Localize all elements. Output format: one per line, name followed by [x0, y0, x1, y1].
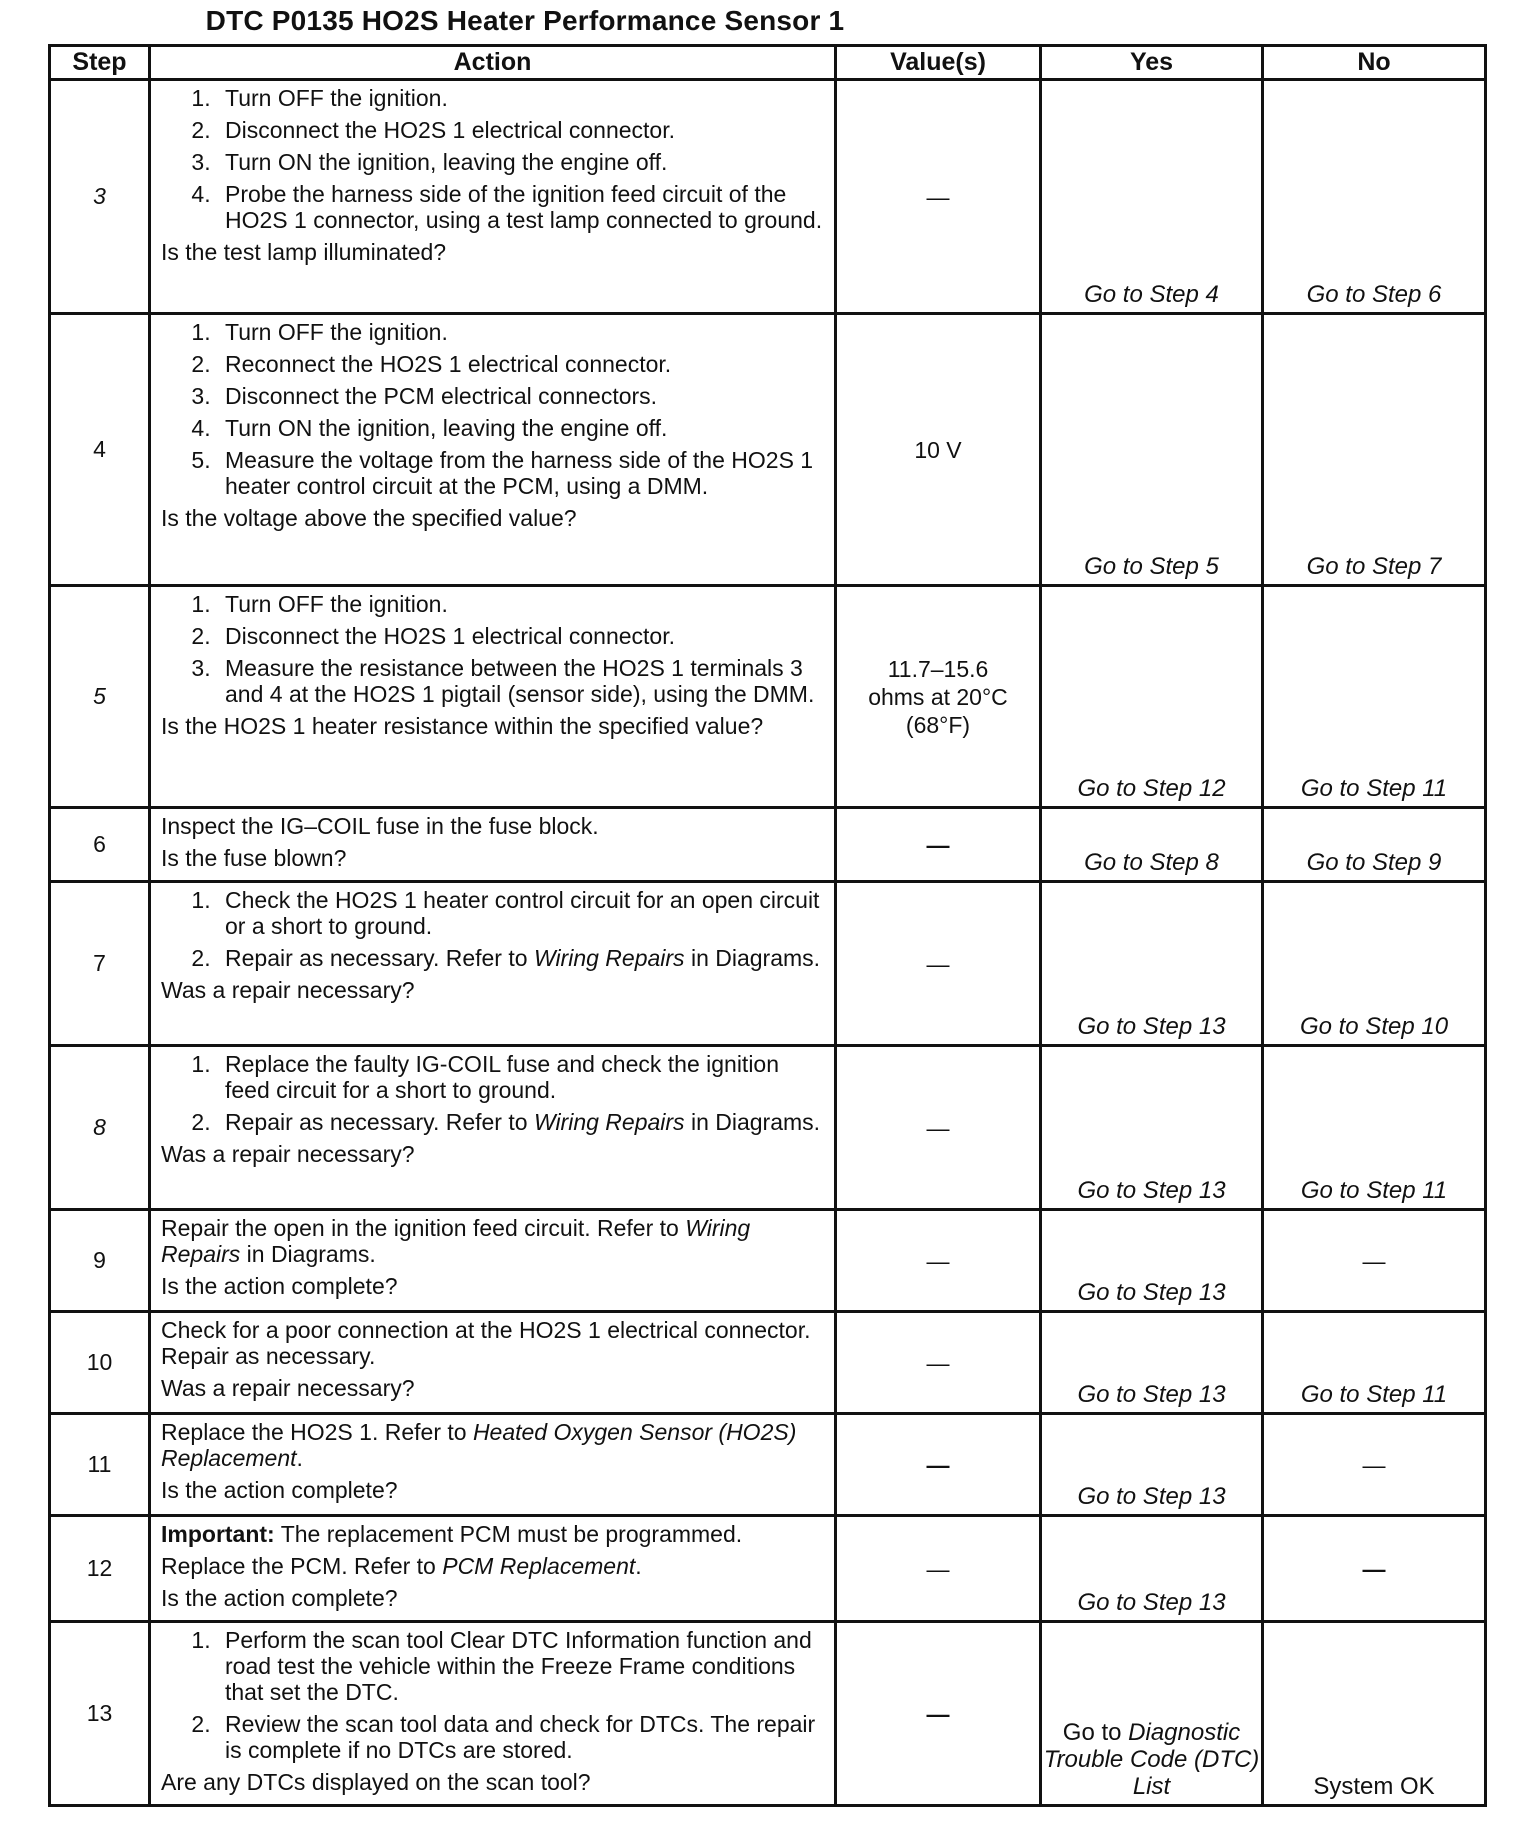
yes-cell: Go to Step 13: [1041, 1516, 1263, 1622]
no-cell: Go to Step 9: [1263, 808, 1486, 882]
no-cell: Go to Step 11: [1263, 1046, 1486, 1210]
action-cell: [150, 586, 836, 808]
action-cell: [150, 1210, 836, 1312]
action-question: Is the test lamp illuminated?: [161, 239, 447, 265]
table-row: [50, 1046, 1486, 1210]
action-question: Was a repair necessary?: [161, 1375, 415, 1401]
action-cell: [150, 314, 836, 586]
no-cell: Go to Step 7: [1263, 314, 1486, 586]
important-text: The replacement PCM must be programmed.: [274, 1521, 743, 1547]
important-note: [161, 1521, 824, 1547]
page-title: DTC P0135 HO2S Heater Performance Sensor 1: [205, 5, 845, 36]
table-row: [50, 882, 1486, 1046]
action-cell: [150, 808, 836, 882]
reference-link: PCM Replacement: [442, 1553, 636, 1579]
step-number: 5: [50, 586, 150, 808]
action-text: Repair as necessary. Refer to: [225, 1109, 534, 1135]
no-cell: Go to Step 6: [1263, 80, 1486, 314]
action-question: Is the action complete?: [161, 1585, 398, 1611]
action-cell: [150, 1516, 836, 1622]
no-cell: —: [1263, 1414, 1486, 1516]
step-number: 12: [50, 1516, 150, 1622]
reference-link: Wiring Repairs: [533, 1109, 685, 1135]
action-cell: [150, 1046, 836, 1210]
yes-cell: Go to Step 4: [1041, 80, 1263, 314]
yes-cell: Go to Step 12: [1041, 586, 1263, 808]
action-question: Is the HO2S 1 heater resistance within the specified value?: [161, 713, 764, 739]
yes-text: Go to: [1062, 1719, 1129, 1746]
value-cell: —: [836, 1414, 1041, 1516]
step-number: 8: [50, 1046, 150, 1210]
action-question: Is the fuse blown?: [161, 845, 347, 871]
no-cell: Go to Step 11: [1263, 1312, 1486, 1414]
step-number: 6: [50, 808, 150, 882]
action-question: Are any DTCs displayed on the scan tool?: [161, 1769, 591, 1795]
table-row: [50, 314, 1486, 586]
action-item: 2. Review the scan tool data and check for DTCs. The repair is complete if no DTCs are stored.: [217, 1711, 824, 1763]
value-cell: —: [836, 1312, 1041, 1414]
action-item: 4. Probe the harness side of the ignition feed circuit of the HO2S 1 connector, using a test lamp connected to ground.: [217, 181, 824, 233]
no-cell: —: [1263, 1210, 1486, 1312]
table-row: [50, 1414, 1486, 1516]
action-question: Was a repair necessary?: [161, 1141, 415, 1167]
action-item: 1. Perform the scan tool Clear DTC Information function and road test the vehicle within the Freeze Frame conditions that set the DTC.: [217, 1627, 824, 1705]
action-item: 1. Turn OFF the ignition.: [217, 85, 824, 111]
yes-cell: Go to Step 13: [1041, 1046, 1263, 1210]
action-text: Replace the HO2S 1. Refer to: [161, 1419, 473, 1445]
action-cell: [150, 1622, 836, 1806]
action-text: [161, 1419, 824, 1471]
action-text: .: [296, 1445, 303, 1471]
step-number: 7: [50, 882, 150, 1046]
action-text: in Diagrams.: [684, 1109, 821, 1135]
action-item: 1. Check the HO2S 1 heater control circuit for an open circuit or a short to ground.: [217, 887, 824, 939]
action-text: [161, 1553, 824, 1579]
header-values: Value(s): [836, 46, 1041, 80]
action-text: [161, 1215, 824, 1267]
action-item: 2. Reconnect the HO2S 1 electrical connector.: [217, 351, 824, 377]
value-cell: 10 V: [836, 314, 1041, 586]
step-number: 9: [50, 1210, 150, 1312]
action-item: 5. Measure the voltage from the harness side of the HO2S 1 heater control circuit at the PCM, using a DMM.: [217, 447, 824, 499]
action-text: Replace the PCM. Refer to: [161, 1553, 443, 1579]
action-item: [217, 1109, 824, 1135]
important-label: Important:: [161, 1521, 275, 1547]
value-cell: —: [836, 882, 1041, 1046]
action-text: Check for a poor connection at the HO2S 1 electrical connector. Repair as necessary.: [161, 1317, 811, 1369]
action-item: 2. Disconnect the HO2S 1 electrical connector.: [217, 623, 824, 649]
table-row: [50, 1516, 1486, 1622]
header-no: No: [1263, 46, 1486, 80]
action-question: Was a repair necessary?: [161, 977, 415, 1003]
action-question: Is the action complete?: [161, 1477, 398, 1503]
no-cell: —: [1263, 1516, 1486, 1622]
value-cell: —: [836, 1516, 1041, 1622]
value-cell: —: [836, 1210, 1041, 1312]
table-row: [50, 808, 1486, 882]
table-row: [50, 1622, 1486, 1806]
action-text: Repair as necessary. Refer to: [225, 945, 534, 971]
value-cell: —: [836, 1622, 1041, 1806]
action-item: [217, 945, 824, 971]
value-cell: —: [836, 1046, 1041, 1210]
diagnostic-table: [48, 44, 1487, 1807]
action-question: Is the action complete?: [161, 1273, 398, 1299]
no-cell: Go to Step 10: [1263, 882, 1486, 1046]
action-text: Repair the open in the ignition feed circuit. Refer to: [161, 1215, 686, 1241]
yes-cell: [1041, 1622, 1263, 1806]
table-row: [50, 1210, 1486, 1312]
yes-cell: Go to Step 13: [1041, 1312, 1263, 1414]
action-item: 4. Turn ON the ignition, leaving the engine off.: [217, 415, 824, 441]
step-number: 13: [50, 1622, 150, 1806]
table-row: [50, 586, 1486, 808]
action-cell: [150, 80, 836, 314]
action-text: Inspect the IG–COIL fuse in the fuse block.: [161, 813, 599, 839]
header-step: Step: [50, 46, 150, 80]
action-item: 1. Turn OFF the ignition.: [217, 319, 824, 345]
action-cell: [150, 1312, 836, 1414]
action-text: in Diagrams.: [684, 945, 821, 971]
header-yes: Yes: [1041, 46, 1263, 80]
action-question: Is the voltage above the specified value?: [161, 505, 577, 531]
action-cell: [150, 1414, 836, 1516]
step-number: 10: [50, 1312, 150, 1414]
yes-cell: Go to Step 13: [1041, 1210, 1263, 1312]
action-text: .: [635, 1553, 642, 1579]
header-action: Action: [150, 46, 836, 80]
table-row: [50, 1312, 1486, 1414]
reference-link: Diagnostic Trouble Code (DTC) List: [1043, 1719, 1260, 1800]
action-item: 3. Disconnect the PCM electrical connectors.: [217, 383, 824, 409]
yes-cell: Go to Step 5: [1041, 314, 1263, 586]
reference-link: Wiring Repairs: [533, 945, 685, 971]
value-cell: —: [836, 80, 1041, 314]
header-row: [50, 46, 1486, 80]
step-number: 4: [50, 314, 150, 586]
action-item: 1. Replace the faulty IG-COIL fuse and check the ignition feed circuit for a short to ground.: [217, 1051, 824, 1103]
value-cell: —: [836, 808, 1041, 882]
action-item: 2. Disconnect the HO2S 1 electrical connector.: [217, 117, 824, 143]
yes-cell: Go to Step 13: [1041, 1414, 1263, 1516]
reference-link: Wiring Repairs: [161, 1215, 751, 1267]
yes-cell: Go to Step 8: [1041, 808, 1263, 882]
yes-cell: Go to Step 13: [1041, 882, 1263, 1046]
action-item: 3. Measure the resistance between the HO2S 1 terminals 3 and 4 at the HO2S 1 pigtail (sensor side), using the DMM.: [217, 655, 824, 707]
table-row: [50, 80, 1486, 314]
value-cell: 11.7–15.6 ohms at 20°C (68°F): [836, 586, 1041, 808]
action-item: 1. Turn OFF the ignition.: [217, 591, 824, 617]
no-cell: System OK: [1263, 1622, 1486, 1806]
action-cell: [150, 882, 836, 1046]
action-item: 3. Turn ON the ignition, leaving the engine off.: [217, 149, 824, 175]
action-text: in Diagrams.: [240, 1241, 376, 1267]
step-number: 11: [50, 1414, 150, 1516]
reference-link: Heated Oxygen Sensor (HO2S) Replacement: [161, 1419, 797, 1471]
no-cell: Go to Step 11: [1263, 586, 1486, 808]
step-number: 3: [50, 80, 150, 314]
